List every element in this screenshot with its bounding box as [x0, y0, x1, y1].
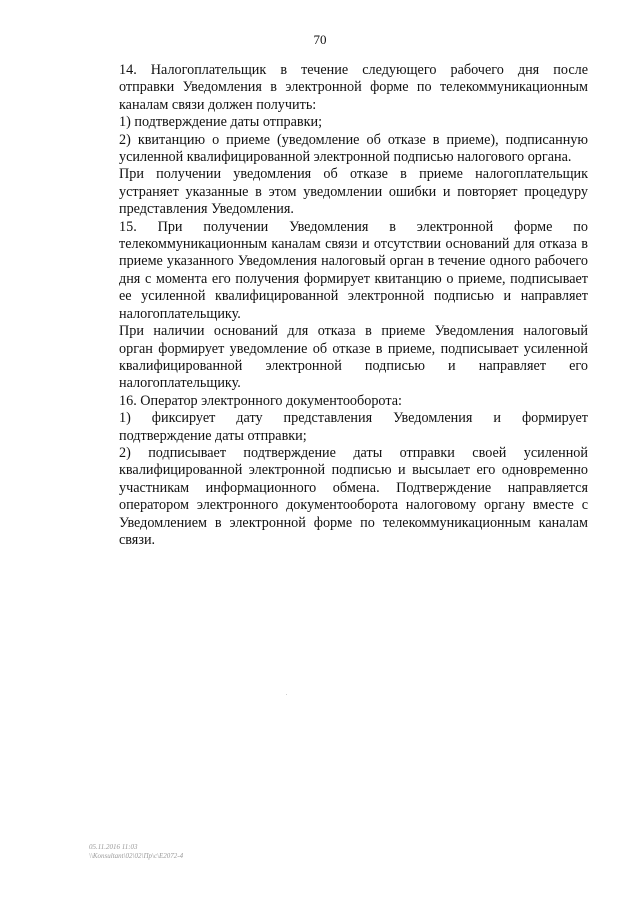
text-line: подтверждение даты отправки;	[119, 427, 307, 444]
text-line: отправки Уведомления в электронной форме по телекоммуникационным	[119, 79, 588, 96]
document-body	[89, 62, 588, 549]
page-number: 70	[313, 32, 327, 47]
text-line: ее усиленной квалифицированной электронной подписью и направляет	[119, 288, 588, 305]
paragraph-item-16	[89, 393, 588, 410]
text-line: телекоммуникационным каналам связи и отсутствии оснований для отказа в	[119, 236, 588, 253]
text-line: каналам связи должен получить:	[119, 96, 317, 113]
text-line: 15. При получении Уведомления в электронной форме по	[119, 218, 588, 235]
text-line: квалифицированной электронной подписью и высылает его одновременно	[119, 462, 588, 479]
text-line: приеме указанного Уведомления налоговый орган в течение одного рабочего	[119, 253, 588, 270]
paragraph-subitem-1	[89, 114, 588, 131]
paragraph-item-15	[89, 219, 588, 323]
text-line: связи.	[119, 531, 156, 548]
text-line: оператором электронного документооборота налоговому органу вместе с	[119, 497, 588, 514]
text-line: налогоплательщику.	[119, 375, 241, 392]
text-line: 1) фиксирует дату представления Уведомления и формирует	[119, 410, 588, 427]
text-line: представления Уведомления.	[119, 201, 294, 218]
text-line: 2) квитанцию о приеме (уведомление об отказе в приеме), подписанную	[119, 131, 588, 148]
text-line: дня с момента его получения формирует квитанцию о приеме, подписывает	[119, 270, 588, 287]
paragraph-subitem-2	[89, 132, 588, 167]
text-line: квалифицированной электронной подписью и направляет его	[119, 357, 588, 374]
text-line: орган формирует уведомление об отказе в приеме, подписывает усиленной	[119, 340, 588, 357]
document-footer	[89, 843, 183, 861]
text-line: 16. Оператор электронного документооборота:	[119, 392, 402, 409]
text-line: 2) подписывает подтверждение даты отправки своей усиленной	[119, 444, 588, 461]
paragraph-subitem-16-2	[89, 445, 588, 549]
text-line: усиленной квалифицированной электронной подписью налогового органа.	[119, 149, 572, 166]
text-line: 1) подтверждение даты отправки;	[119, 114, 323, 131]
text-line: Уведомлением в электронной форме по телекоммуникационным каналам	[119, 514, 588, 531]
text-line: участникам информационного обмена. Подтверждение направляется	[119, 479, 588, 496]
paragraph-rejection	[89, 166, 588, 218]
paragraph-refusal-grounds	[89, 323, 588, 393]
text-line: налогоплательщику.	[119, 305, 241, 322]
paragraph-subitem-16-1	[89, 410, 588, 445]
footer-timestamp: 05.11.2016 11:03	[89, 843, 138, 851]
text-line: устраняет указанные в этом уведомлении ошибки и повторяет процедуру	[119, 183, 588, 200]
scan-artifact	[286, 694, 287, 695]
text-line: 14. Налогоплательщик в течение следующего рабочего дня после	[119, 62, 588, 78]
paragraph-item-14	[89, 62, 588, 114]
text-line: При наличии оснований для отказа в приеме Уведомления налоговый	[119, 323, 588, 340]
footer-file-path: \\Konsultant\02\02\Пр\с\E2072-4	[89, 852, 184, 860]
text-line: При получении уведомления об отказе в приеме налогоплательщик	[119, 166, 588, 183]
